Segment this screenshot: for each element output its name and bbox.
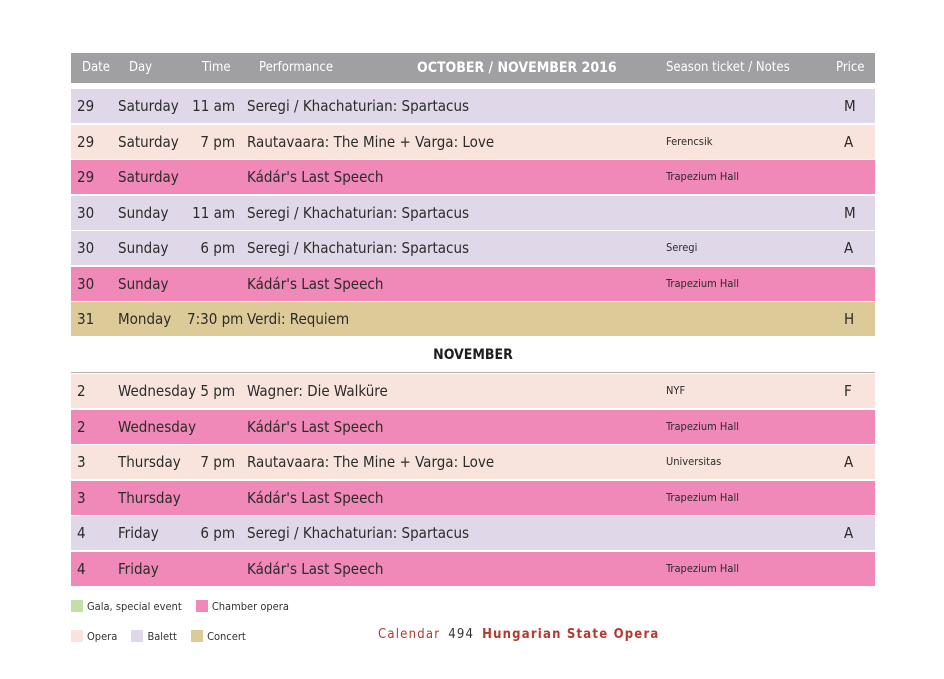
legend-concert-label: Concert — [207, 629, 246, 643]
table-row — [71, 374, 875, 408]
cell-date: 29 — [77, 168, 95, 186]
cell-date: 29 — [77, 97, 95, 115]
table-row — [71, 160, 875, 194]
gala-swatch — [71, 600, 83, 612]
cell-performance: Seregi / Khachaturian: Spartacus — [247, 203, 470, 222]
cell-date: 3 — [77, 453, 86, 471]
cell-performance: Seregi / Khachaturian: Spartacus — [247, 239, 470, 257]
month-heading: NOVEMBER — [71, 338, 875, 373]
table-row — [71, 552, 875, 586]
cell-price: A — [844, 239, 854, 257]
cell-time: 7 pm — [200, 453, 235, 471]
cell-day: Monday — [118, 310, 172, 328]
cell-performance: Seregi / Khachaturian: Spartacus — [247, 524, 470, 542]
cell-notes: Seregi — [666, 241, 698, 254]
cell-price: F — [844, 382, 852, 400]
table-row — [71, 302, 875, 336]
legend-gala-label: Gala, special event — [87, 599, 182, 613]
cell-notes: Trapezium Hall — [666, 490, 739, 504]
cell-date: 3 — [77, 488, 86, 507]
header-notes: Season ticket / Notes — [666, 60, 790, 75]
legend-row-1 — [71, 599, 300, 613]
table-row — [71, 125, 875, 159]
cell-performance: Verdi: Requiem — [247, 310, 350, 328]
table-row — [71, 196, 875, 230]
cell-price: A — [844, 453, 854, 471]
cell-notes: NYF — [666, 384, 686, 397]
cell-price: A — [844, 524, 854, 542]
cell-time: 11 am — [192, 203, 235, 222]
cell-performance: Kádár's Last Speech — [247, 559, 384, 578]
table-header — [71, 53, 875, 83]
cell-price: A — [844, 132, 854, 151]
cell-time: 6 pm — [200, 239, 235, 257]
header-performance: Performance — [259, 60, 334, 75]
cell-performance: Rautavaara: The Mine + Varga: Love — [247, 453, 495, 471]
cell-notes: Ferencsik — [666, 134, 713, 148]
header-price: Price — [836, 60, 865, 75]
cell-day: Saturday — [118, 168, 179, 186]
legend-row-2 — [71, 629, 257, 643]
header-date: Date — [82, 60, 110, 75]
page-footer — [378, 627, 660, 642]
cell-day: Wednesday — [118, 417, 197, 436]
cell-date: 4 — [77, 524, 86, 542]
cell-performance: Kádár's Last Speech — [247, 417, 384, 436]
cell-time: 5 pm — [200, 382, 235, 400]
legend-chamber-label: Chamber opera — [211, 599, 289, 613]
cell-time: 11 am — [192, 97, 235, 115]
header-day: Day — [129, 60, 153, 75]
legend-ballet-label: Balett — [147, 629, 177, 643]
cell-day: Friday — [118, 524, 159, 542]
cell-day: Thursday — [118, 453, 181, 471]
cell-date: 31 — [77, 310, 95, 328]
cell-date: 30 — [77, 203, 95, 222]
legend-gala — [71, 600, 182, 613]
cell-notes: Trapezium Hall — [666, 276, 739, 290]
cell-notes: Universitas — [666, 455, 722, 468]
cell-day: Sunday — [118, 274, 169, 293]
cell-day: Wednesday — [118, 382, 197, 400]
cell-date: 2 — [77, 382, 86, 400]
legend-concert — [191, 630, 246, 643]
cell-performance: Rautavaara: The Mine + Varga: Love — [247, 132, 495, 151]
cell-date: 30 — [77, 239, 95, 257]
cell-date: 2 — [77, 417, 86, 436]
table-row — [71, 267, 875, 301]
cell-price: M — [844, 203, 856, 222]
cell-performance: Kádár's Last Speech — [247, 168, 384, 186]
cell-performance: Wagner: Die Walküre — [247, 382, 388, 400]
opera-swatch — [71, 630, 83, 642]
footer-calendar: Calendar — [378, 627, 441, 642]
legend-chamber — [196, 600, 289, 613]
legend-ballet — [131, 630, 176, 643]
cell-price: M — [844, 97, 856, 115]
cell-day: Friday — [118, 559, 159, 578]
cell-time: 6 pm — [200, 524, 235, 542]
table-row — [71, 410, 875, 444]
cell-date: 29 — [77, 132, 95, 151]
cell-performance: Seregi / Khachaturian: Spartacus — [247, 97, 470, 115]
cell-day: Sunday — [118, 239, 169, 257]
cell-day: Saturday — [118, 97, 179, 115]
ballet-swatch — [131, 630, 143, 642]
table-row — [71, 445, 875, 479]
cell-performance: Kádár's Last Speech — [247, 488, 384, 507]
cell-date: 30 — [77, 274, 95, 293]
legend-opera-label: Opera — [87, 629, 118, 643]
cell-notes: Trapezium Hall — [666, 419, 739, 433]
footer-house: Hungarian State Opera — [482, 627, 660, 642]
cell-day: Thursday — [118, 488, 181, 507]
cell-time: 7 pm — [200, 132, 235, 151]
cell-day: Sunday — [118, 203, 169, 222]
table-row — [71, 231, 875, 265]
page-title: OCTOBER / NOVEMBER 2016 — [417, 60, 617, 76]
legend-opera — [71, 630, 117, 643]
table-row — [71, 89, 875, 123]
cell-date: 4 — [77, 559, 86, 578]
table-row — [71, 481, 875, 515]
concert-swatch — [191, 630, 203, 642]
chamber-swatch — [196, 600, 208, 612]
cell-day: Saturday — [118, 132, 179, 151]
header-time: Time — [202, 60, 231, 75]
cell-notes: Trapezium Hall — [666, 170, 739, 183]
cell-price: H — [844, 310, 855, 328]
schedule-table — [71, 89, 875, 587]
footer-page-number: 494 — [448, 627, 475, 642]
cell-time: 7:30 pm — [187, 310, 244, 328]
cell-performance: Kádár's Last Speech — [247, 274, 384, 293]
table-row — [71, 516, 875, 550]
cell-notes: Trapezium Hall — [666, 561, 739, 575]
